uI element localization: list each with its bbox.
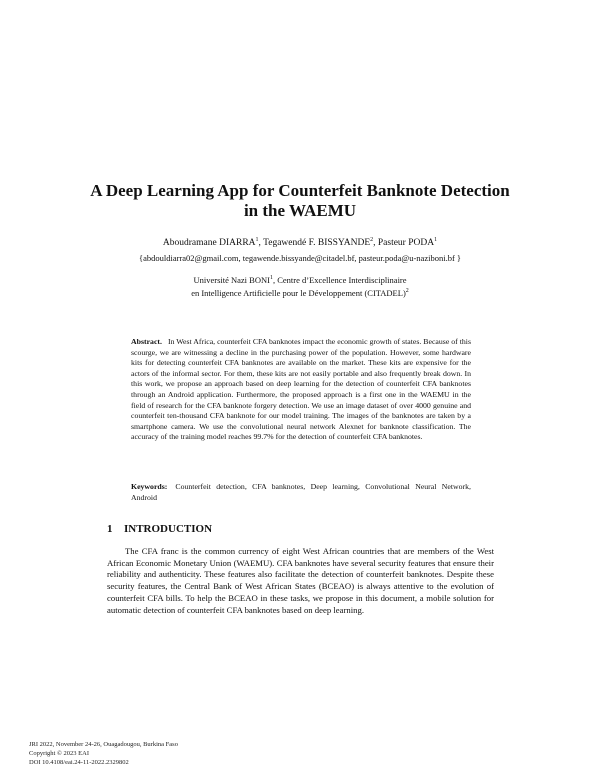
- author-3: , Pasteur PODA: [373, 238, 435, 248]
- footer: [29, 740, 329, 767]
- authors: [60, 237, 540, 249]
- affiliation-1-name: Université Nazi BONI: [193, 275, 270, 285]
- paper-title: [40, 181, 560, 221]
- footer-conference: JRI 2022, November 24-26, Ouagadougou, Burkina Faso: [29, 741, 178, 748]
- footer-copyright: Copyright © 2023 EAI: [29, 750, 90, 757]
- affiliation-1-sup: 1: [269, 275, 273, 282]
- abstract-text: In West Africa, counterfeit CFA banknotes impact the economic growth of states. Because of this scourge, we are witnessing a decline in the purchasing power of the population. However, some hardware kits for detecting counterfeit CFA banknotes are available on the market. These kits are expensive for the actors of the informal sector. For them, these kits are not easily portable and also frequently break down. In this work, we propose an approach based on deep learning for the detection of counterfeit CFA banknotes through an Android application. Furthermore, the proposed approach is a first one in the WAEMU in the field of research for the CFA banknote forgery detection. We use an image dataset of over 4000 genuine and counterfeit ten-thousand CFA banknote for our model training. The images of the banknotes are taken by a smartphone camera. We use the convolutional neural network Alexnet for banknote classification. The accuracy of the training model reaches 99.7% for the detection of counterfeit CFA banknotes.: [131, 337, 471, 442]
- author-3-affil: 1: [434, 236, 438, 243]
- section-number: 1: [107, 523, 113, 535]
- abstract-label: Abstract.: [131, 337, 162, 346]
- section-heading-introduction: [107, 522, 507, 536]
- affiliation-2-sup: 2: [405, 288, 409, 295]
- author-emails: {abdouldiarra02@gmail.com, tegawende.bissyande@citadel.bf, pasteur.poda@u-naziboni.bf }: [139, 253, 461, 263]
- affiliation-line-1: [60, 274, 540, 287]
- affiliation-2-name-b: en Intelligence Artificielle pour le Développement (CITADEL): [191, 288, 406, 298]
- introduction-paragraph: The CFA franc is the common currency of eight West African countries that are members of the West African Economic Monetary Union (WAEMU). CFA banknotes have several security features that ensure their reliability and authenticity. These features also facilitate the detection of counterfeit banknotes. Despite these security features, the Central Bank of West African States (BCEAO) is always attentive to the evolution of counterfeit CFA bills. To help the BCEAO in these tasks, we propose in this document, a mobile solution for automatic detection of counterfeit CFA banknotes based on deep learning.: [107, 546, 494, 615]
- keywords-label: Keywords:: [131, 482, 168, 491]
- author-1: Aboudramane DIARRA: [162, 238, 256, 248]
- affiliation-line-2: [60, 287, 540, 300]
- section-title: INTRODUCTION: [124, 523, 213, 535]
- author-1-affil: 1: [255, 236, 259, 243]
- affiliation-2-name-a: , Centre d’Excellence Interdisciplinaire: [272, 275, 407, 285]
- abstract: [131, 337, 471, 443]
- affiliations: [60, 274, 540, 300]
- author-2-affil: 2: [370, 236, 374, 243]
- keywords: [131, 482, 471, 503]
- title-line-2: in the WAEMU: [243, 201, 357, 220]
- keywords-text: Counterfeit detection, CFA banknotes, Deep learning, Convolutional Neural Network, Android: [131, 482, 471, 502]
- footer-doi: DOI 10.4108/eai.24-11-2022.2329802: [29, 759, 129, 766]
- author-2: , Tegawendé F. BISSYANDE: [258, 238, 371, 248]
- title-line-1: A Deep Learning App for Counterfeit Banknote Detection: [90, 181, 510, 200]
